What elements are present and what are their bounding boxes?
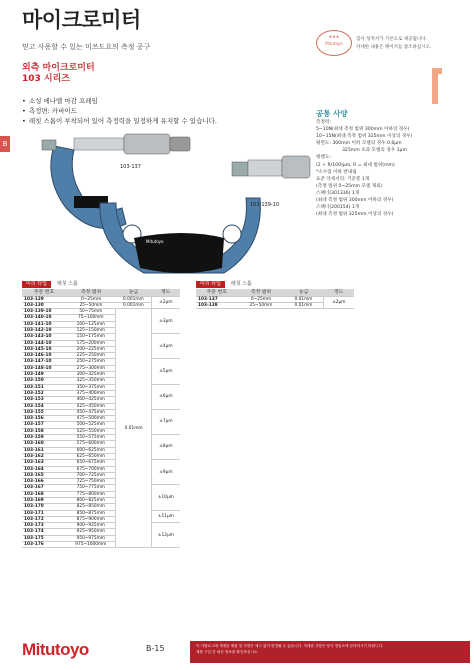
inspection-note-line: 검사 성적서가 기본으로 제공됩니다. — [356, 37, 427, 42]
order-number: 103-129 — [22, 296, 66, 302]
feature-item: • 래칫 스톱이 부착되어 있어 측정력을 일정하게 유지할 수 있습니다. — [22, 116, 217, 125]
range: 225~250mm — [66, 353, 116, 359]
product-label-large: 103-139-10 — [250, 202, 280, 208]
footer-note-line: 제품 구입 전 최신 정보를 확인하십시오. — [196, 649, 259, 654]
spec-line: (측정 범위 0~25mm 모델 제외) — [316, 183, 383, 189]
spec-line: 측정력: — [316, 120, 331, 125]
accuracy: ±4μm — [151, 334, 180, 359]
inspection-note-line: 자세한 내용은 페이지를 참조하십시오. — [356, 45, 432, 50]
order-number: 103-172 — [22, 516, 66, 522]
range: 425~450mm — [66, 403, 116, 409]
spec-line: 표준 악세서리: 기준봉 1개 — [316, 176, 370, 182]
range: 700~725mm — [66, 472, 116, 478]
range: 75~100mm — [66, 315, 116, 321]
range: 775~800mm — [66, 491, 116, 497]
spec-line: 10~15N(최대 측정 범위 325mm 이상의 경우) — [316, 134, 413, 140]
order-number: 103-141-10 — [22, 321, 66, 327]
col-header: 주문 번호 — [196, 289, 238, 296]
range: 0~25mm — [66, 296, 116, 302]
range: 475~500mm — [66, 416, 116, 422]
order-number: 103-163 — [22, 460, 66, 466]
frame-logo: Mitutoyo — [146, 239, 164, 244]
inspection-note — [356, 36, 466, 52]
order-number: 103-161 — [22, 447, 66, 453]
range: 0~25mm — [238, 296, 285, 302]
order-number: 103-147-10 — [22, 359, 66, 365]
order-number: 103-155 — [22, 409, 66, 415]
col-header: 눈금 — [116, 289, 151, 296]
col-header: 측정 범위 — [238, 289, 285, 296]
order-number: 103-174 — [22, 529, 66, 535]
range: 975~1000mm — [66, 542, 116, 548]
order-number: 103-140-10 — [22, 315, 66, 321]
micrometer-illustration — [14, 128, 314, 278]
range: 550~575mm — [66, 435, 116, 441]
accuracy: ±2μm — [323, 296, 354, 309]
accuracy: ±10μm — [151, 485, 180, 510]
spec-line: 스패너(301336) 1개 — [316, 190, 360, 196]
brand-logo: Mitutoyo — [22, 640, 89, 659]
col-header: 정도 — [323, 289, 354, 296]
range: 375~400mm — [66, 390, 116, 396]
spec-line: 평행도: — [316, 155, 331, 161]
order-number: 103-175 — [22, 535, 66, 541]
order-number: 103-166 — [22, 479, 66, 485]
order-number: 103-139-10 — [22, 309, 66, 315]
range: 25~50mm — [238, 302, 285, 308]
footer-note-line: 이 카탈로그에 게재된 제품 및 사양은 예고 없이 변경될 수 있습니다. 자세한 사항은 당사 영업소에 문의하시기 바랍니다. — [196, 644, 384, 648]
order-number: 103-170 — [22, 504, 66, 510]
graduation: 0.01mm — [284, 302, 323, 308]
range: 925~950mm — [66, 529, 116, 535]
footer-note — [190, 641, 470, 663]
order-number: 103-167 — [22, 485, 66, 491]
order-number: 103-143-10 — [22, 334, 66, 340]
order-number: 103-152 — [22, 390, 66, 396]
spec-line: (2 + R/100)μm, R = 최대 범위(mm) — [316, 162, 395, 168]
range: 950~975mm — [66, 535, 116, 541]
order-number: 103-168 — [22, 491, 66, 497]
graduation: 0.01mm — [116, 309, 151, 548]
table-row — [22, 334, 180, 340]
spec-list — [316, 119, 466, 218]
graduation: 0.01mm — [284, 296, 323, 302]
feature-item: • 측정면: 카바이드 — [22, 106, 77, 115]
col-header: 측정 범위 — [66, 289, 116, 296]
range: 875~900mm — [66, 516, 116, 522]
table-row — [22, 359, 180, 365]
order-number: 103-145-10 — [22, 346, 66, 352]
order-number: 103-144-10 — [22, 340, 66, 346]
accuracy: ±3μm — [151, 309, 180, 334]
col-header: 정도 — [151, 289, 180, 296]
page-subtitle: 믿고 사용할 수 있는 미쓰도요의 측정 공구 — [22, 43, 151, 51]
range: 350~375mm — [66, 384, 116, 390]
stamp-text: Mitutoyo — [325, 41, 343, 46]
spec-line: *소수점 이하 반내림 — [316, 169, 357, 175]
order-number: 103-162 — [22, 453, 66, 459]
range: 250~275mm — [66, 359, 116, 365]
table-row — [22, 309, 180, 315]
range: 200~225mm — [66, 346, 116, 352]
accuracy: ±9μm — [151, 460, 180, 485]
series-line-2: 103 시리즈 — [22, 74, 71, 84]
order-number: 103-146-10 — [22, 353, 66, 359]
series-line-1: 외측 마이크로미터 — [22, 63, 95, 73]
type-tag-secondary: 래칫 스톱 — [230, 281, 252, 287]
range: 450~475mm — [66, 409, 116, 415]
order-number: 103-130 — [22, 302, 66, 308]
spec-line: (최대 측정 범위 300mm 이하의 경우) — [316, 198, 394, 204]
graduation: 0.001mm — [116, 296, 151, 302]
spec-line: 스패너(200154) 1개 — [316, 205, 360, 211]
graduation: 0.001mm — [116, 302, 151, 308]
order-number: 103-148-10 — [22, 365, 66, 371]
order-number: 103-154 — [22, 403, 66, 409]
order-number: 103-138 — [196, 302, 238, 308]
order-number: 103-157 — [22, 422, 66, 428]
order-number: 103-171 — [22, 510, 66, 516]
series-heading — [22, 63, 95, 85]
order-number: 103-164 — [22, 466, 66, 472]
range: 575~600mm — [66, 441, 116, 447]
range: 325~350mm — [66, 378, 116, 384]
accuracy: ±7μm — [151, 409, 180, 434]
range: 175~200mm — [66, 340, 116, 346]
spec-title: 공통 사양 — [316, 109, 348, 118]
range: 750~775mm — [66, 485, 116, 491]
order-number: 103-159 — [22, 435, 66, 441]
accuracy: ±5μm — [151, 359, 180, 384]
order-number: 103-165 — [22, 472, 66, 478]
order-number: 103-153 — [22, 397, 66, 403]
accuracy: ±2μm — [151, 296, 180, 309]
range: 150~175mm — [66, 334, 116, 340]
section-tab: B — [0, 136, 10, 152]
spec-table-left — [22, 289, 180, 548]
type-tag: 미리 타입 — [22, 281, 51, 288]
range: 900~925mm — [66, 523, 116, 529]
order-number: 103-158 — [22, 428, 66, 434]
range: 650~675mm — [66, 460, 116, 466]
range: 500~525mm — [66, 422, 116, 428]
inspection-stamp-icon: ★★★ Mitutoyo — [316, 30, 352, 56]
accuracy: ±12μm — [151, 523, 180, 548]
table-left-tagbar — [22, 281, 78, 288]
spec-table-right — [196, 289, 354, 309]
accuracy: ±11μm — [151, 510, 180, 523]
product-label-small: 103-137 — [120, 164, 141, 170]
order-number: 103-173 — [22, 523, 66, 529]
col-header: 눈금 — [284, 289, 323, 296]
col-header: 주문 번호 — [22, 289, 66, 296]
range: 725~750mm — [66, 479, 116, 485]
range: 400~425mm — [66, 397, 116, 403]
decorative-bracket — [432, 68, 442, 104]
order-number: 103-151 — [22, 384, 66, 390]
range: 825~850mm — [66, 504, 116, 510]
spec-line: 325mm 초과 모델의 경우 1μm — [342, 148, 407, 154]
type-tag-secondary: 래칫 스톱 — [56, 281, 78, 287]
order-number: 103-150 — [22, 378, 66, 384]
large-micrometer-icon — [100, 156, 310, 273]
range: 800~825mm — [66, 498, 116, 504]
table-right-tagbar — [196, 281, 252, 288]
range: 600~625mm — [66, 447, 116, 453]
accuracy: ±6μm — [151, 384, 180, 409]
spec-line: 평면도: 300mm 이하 모델의 경우 0.6μm — [316, 141, 402, 147]
page-title: 마이크로미터 — [22, 8, 141, 32]
range: 275~300mm — [66, 365, 116, 371]
range: 125~150mm — [66, 327, 116, 333]
order-number: 103-137 — [196, 296, 238, 302]
order-number: 103-176 — [22, 542, 66, 548]
spec-line: 5~10N(최대 측정 범위 300mm 이하의 경우) — [316, 127, 410, 133]
range: 100~125mm — [66, 321, 116, 327]
range: 850~875mm — [66, 510, 116, 516]
order-number: 103-169 — [22, 498, 66, 504]
range: 675~700mm — [66, 466, 116, 472]
accuracy: ±8μm — [151, 435, 180, 460]
range: 25~50mm — [66, 302, 116, 308]
order-number: 103-142-10 — [22, 327, 66, 333]
spec-line: (최대 측정 범위 325mm 이상의 경우) — [316, 212, 394, 218]
range: 625~650mm — [66, 453, 116, 459]
range: 525~550mm — [66, 428, 116, 434]
page-number: B-15 — [146, 644, 165, 653]
feature-item: • 소성 에나멜 마감 프레임 — [22, 96, 98, 105]
order-number: 103-160 — [22, 441, 66, 447]
order-number: 103-156 — [22, 416, 66, 422]
type-tag: 미리 타입 — [196, 281, 225, 288]
order-number: 103-149 — [22, 372, 66, 378]
range: 300~325mm — [66, 372, 116, 378]
range: 50~75mm — [66, 309, 116, 315]
